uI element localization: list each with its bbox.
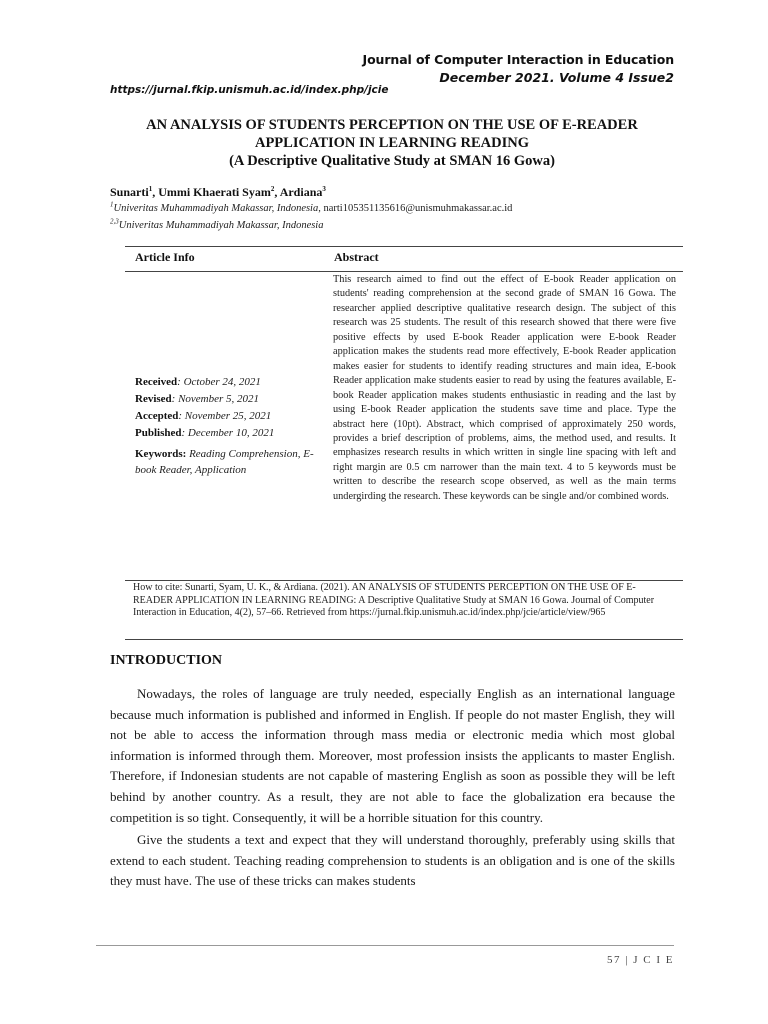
affiliation-1-name: Univeritas Muhammadiyah Makassar, Indonesia bbox=[113, 203, 319, 214]
keywords-value: Reading Comprehension, E-book Reader, Application bbox=[135, 448, 314, 476]
revised-row bbox=[135, 391, 315, 408]
paper-title bbox=[100, 116, 684, 170]
received-row bbox=[135, 374, 315, 391]
accepted-date: : November 25, 2021 bbox=[178, 410, 272, 422]
author-1: Sunarti bbox=[110, 185, 149, 199]
title-line-2: APPLICATION IN LEARNING READING bbox=[254, 135, 530, 151]
how-to-cite: How to cite: Sunarti, Syam, U. K., & Ardiana. (2021). AN ANALYSIS OF STUDENTS PERCEPTION ON THE USE OF E-READER APPLICATION IN LEARNING READING: A Descriptive Qualitative Study at SMAN 16 Gowa. Journal of Computer Interaction in Education, 4(2), 57–66. Retrieved from https://jurnal.fkip.unismuh.ac.id/index.php/jcie/article/view/965 bbox=[133, 582, 655, 618]
journal-url[interactable]: https://jurnal.fkip.unismuh.ac.id/index.php/jcie bbox=[110, 84, 389, 96]
page-footer bbox=[607, 954, 674, 966]
introduction-heading: INTRODUCTION bbox=[110, 653, 223, 668]
footer-separator: | bbox=[621, 954, 634, 966]
author-2: Ummi Khaerati Syam bbox=[158, 185, 271, 199]
title-line-3: (A Descriptive Qualitative Study at SMAN 16 Gowa) bbox=[229, 153, 555, 169]
title-line-1: AN ANALYSIS OF STUDENTS PERCEPTION ON THE USE OF E-READER bbox=[146, 117, 638, 133]
paragraph: Nowadays, the roles of language are truly needed, especially English as an international language because much information is published and informed in English. If people do not master English, they will not be able to access the information through mass media or electronic media which most global information is informed through them. Moreover, most profession insists the applicants to master English. Therefore, if Indonesian students are not capable of mastering English as soon as possible they will be left behind by another country. As a result, they are not able to face the globalization era because the competition is so tight. Consequently, it will be a horrible situation for this country. bbox=[110, 686, 675, 825]
affiliation-1-sup: 1 bbox=[110, 200, 114, 209]
journal-issue: December 2021. Volume 4 Issue2 bbox=[439, 70, 674, 85]
published-date: : December 10, 2021 bbox=[181, 427, 275, 439]
footer-rule bbox=[96, 945, 674, 946]
page-number: 57 bbox=[607, 954, 622, 966]
author-3-sup: 3 bbox=[322, 185, 326, 193]
article-dates bbox=[135, 374, 315, 478]
published-label: Published bbox=[135, 427, 182, 439]
affiliation-2 bbox=[110, 217, 324, 231]
affiliation-2-sup: 2,3 bbox=[110, 217, 119, 226]
abstract-text: This research aimed to find out the effect of E-book Reader application on students' reading comprehension at the second grade of SMAN 16 Gowa. The researcher applied descriptive qualitative research design. The subject of this research was 25 students. The result of this research showed that there were five positive effects by used E-book Reader application were E-book Reader application makes the students read more effectively, E-book Reader application makes easier for students to identify reading structures and main idea, E-book Reader application make students easier to read by using the features available, E-book Reader application makes students enthusiastic in reading and the last by using E-book Reader application the students save time and place. Type the abstract here (10pt). Abstract, which comprised of approximately 250 words, provides a brief description of problems, aims, the method used, and results. It emphasizes research results in which written in single line spacing with left and right margin are 0.5 cm narrower than the main text. 4 to 5 keywords must be written to describe the research scope observed, as well as the main terms undergirding the research. These keywords can be single and/or combined words. bbox=[333, 274, 676, 502]
author-1-sup: 1 bbox=[148, 185, 153, 193]
introduction-body bbox=[110, 684, 675, 894]
citation-rule bbox=[125, 639, 683, 640]
affiliation-2-name: Univeritas Muhammadiyah Makassar, Indonesia bbox=[118, 220, 324, 231]
published-row bbox=[135, 425, 315, 442]
author-separator: , bbox=[274, 185, 280, 199]
author-2-sup: 2 bbox=[270, 185, 275, 193]
revised-label: Revised bbox=[135, 393, 172, 405]
author-3: Ardiana bbox=[279, 185, 323, 199]
abstract-heading: Abstract bbox=[334, 250, 379, 264]
article-info-heading: Article Info bbox=[135, 250, 195, 264]
paragraph: Give the students a text and expect that they will understand thoroughly, preferably using skills that extend to each student. Teaching reading comprehension to students is an obligation and is one of the skills they must have. The use of these tricks can makes students bbox=[110, 832, 675, 889]
keywords bbox=[135, 446, 315, 478]
table-header-rule bbox=[125, 271, 683, 272]
journal-abbreviation: J C I E bbox=[633, 954, 674, 966]
journal-name: Journal of Computer Interaction in Education bbox=[362, 52, 674, 67]
author-list bbox=[110, 185, 326, 200]
accepted-row bbox=[135, 408, 315, 425]
author-email[interactable]: , narti105351135616@unismuhmakassar.ac.id bbox=[318, 203, 513, 214]
affiliation-1 bbox=[110, 200, 513, 214]
keywords-label: Keywords: bbox=[135, 448, 187, 460]
table-bottom-rule bbox=[125, 580, 683, 581]
received-date: : October 24, 2021 bbox=[177, 376, 261, 388]
revised-date: : November 5, 2021 bbox=[171, 393, 260, 405]
accepted-label: Accepted bbox=[135, 410, 179, 422]
author-separator: , bbox=[152, 185, 159, 199]
received-label: Received bbox=[135, 376, 178, 388]
table-top-rule bbox=[125, 246, 683, 247]
